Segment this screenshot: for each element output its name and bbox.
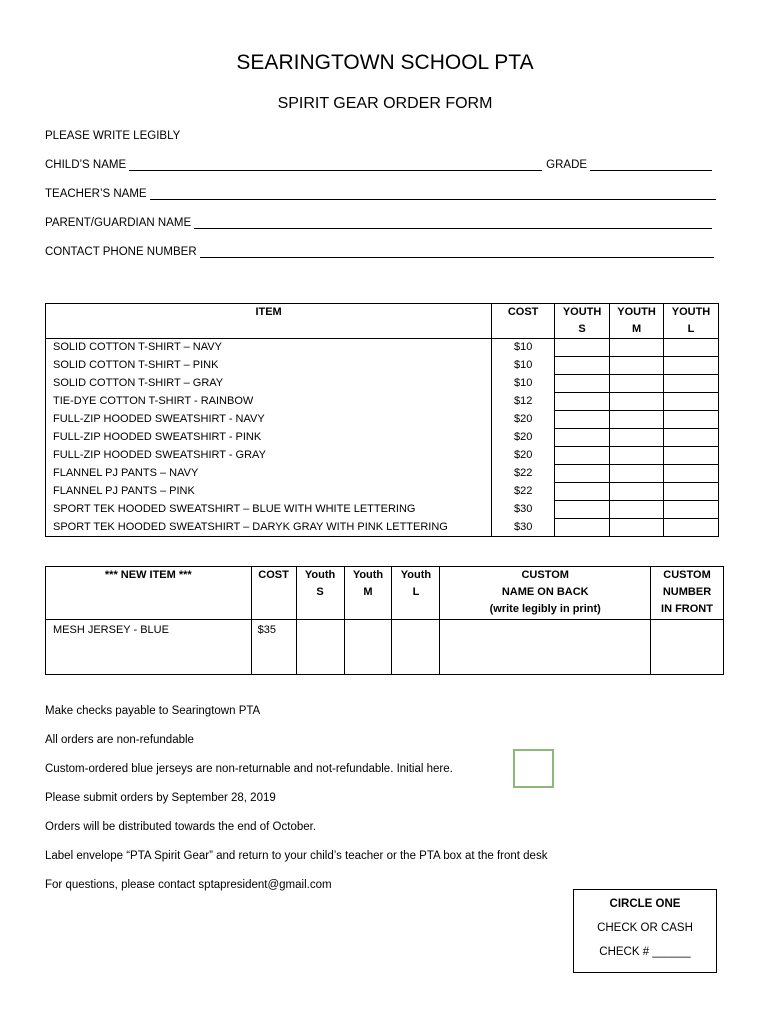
new-item-cost: $35 (251, 620, 296, 675)
child-name-label: CHILD’S NAME (45, 159, 127, 171)
item-name: FULL-ZIP HOODED SWEATSHIRT - PINK (46, 429, 492, 447)
form-title: SEARINGTOWN SCHOOL PTA (236, 51, 534, 74)
youth-m-qty[interactable] (610, 501, 664, 519)
distribution-note: Orders will be distributed towards the end of October. (45, 821, 317, 833)
parent-name-row (45, 217, 712, 229)
item-row (46, 339, 719, 357)
item-row (46, 357, 719, 375)
parent-name-label: PARENT/GUARDIAN NAME (45, 217, 192, 229)
youth-m-column-header: YOUTH M (610, 304, 664, 339)
youth-s-qty[interactable] (555, 483, 610, 501)
grade-label: GRADE (546, 159, 588, 171)
new-item-name: MESH JERSEY - BLUE (46, 620, 252, 675)
item-name: TIE-DYE COTTON T-SHIRT - RAINBOW (46, 393, 492, 411)
item-name: SPORT TEK HOODED SWEATSHIRT – DARYK GRAY WITH PINK LETTERING (46, 519, 492, 537)
item-cost: $20 (492, 429, 555, 447)
youth-m-qty[interactable] (610, 393, 664, 411)
grade-field[interactable] (590, 160, 712, 171)
item-row (46, 465, 719, 483)
item-row (46, 411, 719, 429)
new-item-column-header: *** NEW ITEM *** (46, 567, 252, 620)
new-item-youth-m-header: Youth M (344, 567, 392, 620)
youth-l-qty[interactable] (664, 375, 719, 393)
item-cost: $30 (492, 501, 555, 519)
item-cost: $10 (492, 375, 555, 393)
item-row (46, 393, 719, 411)
new-item-youth-l-qty[interactable] (392, 620, 440, 675)
item-name: SOLID COTTON T-SHIRT – PINK (46, 357, 492, 375)
youth-s-qty[interactable] (555, 465, 610, 483)
item-name: SPORT TEK HOODED SWEATSHIRT – BLUE WITH WHITE LETTERING (46, 501, 492, 519)
teacher-name-label: TEACHER’S NAME (45, 188, 147, 200)
item-cost: $22 (492, 483, 555, 501)
non-refundable-note: All orders are non-refundable (45, 734, 194, 746)
write-legibly-instruction: PLEASE WRITE LEGIBLY (45, 130, 181, 142)
youth-l-qty[interactable] (664, 411, 719, 429)
new-item-youth-m-qty[interactable] (344, 620, 392, 675)
custom-number-field[interactable] (651, 620, 724, 675)
parent-name-field[interactable] (194, 218, 712, 229)
youth-m-qty[interactable] (610, 465, 664, 483)
item-row (46, 375, 719, 393)
youth-s-qty[interactable] (555, 447, 610, 465)
new-item-row (46, 620, 724, 675)
teacher-name-row (45, 188, 716, 200)
youth-l-qty[interactable] (664, 501, 719, 519)
child-name-row (45, 159, 712, 171)
new-item-youth-s-qty[interactable] (296, 620, 344, 675)
phone-field[interactable] (200, 247, 714, 258)
item-cost: $30 (492, 519, 555, 537)
youth-s-qty[interactable] (555, 375, 610, 393)
youth-s-qty[interactable] (555, 339, 610, 357)
custom-jersey-note: Custom-ordered blue jerseys are non-returnable and not-refundable. Initial here. (45, 763, 453, 775)
youth-m-qty[interactable] (610, 519, 664, 537)
youth-m-qty[interactable] (610, 339, 664, 357)
item-cost: $22 (492, 465, 555, 483)
item-cost: $10 (492, 339, 555, 357)
teacher-name-field[interactable] (150, 189, 716, 200)
item-cost: $20 (492, 447, 555, 465)
check-number-field[interactable]: CHECK # ______ (599, 946, 691, 958)
item-cost: $12 (492, 393, 555, 411)
items-table (45, 303, 719, 537)
new-item-cost-header: COST (251, 567, 296, 620)
youth-s-qty[interactable] (555, 501, 610, 519)
cost-column-header: COST (492, 304, 555, 339)
label-envelope-note: Label envelope “PTA Spirit Gear” and return to your child’s teacher or the PTA box at the front desk (45, 850, 548, 862)
youth-m-qty[interactable] (610, 411, 664, 429)
items-header-row (46, 304, 719, 339)
item-row (46, 447, 719, 465)
phone-row (45, 246, 714, 258)
child-name-field[interactable] (129, 160, 542, 171)
new-item-youth-l-header: Youth L (392, 567, 440, 620)
youth-s-qty[interactable] (555, 357, 610, 375)
new-item-table (45, 566, 724, 675)
youth-s-qty[interactable] (555, 393, 610, 411)
youth-m-qty[interactable] (610, 429, 664, 447)
item-row (46, 501, 719, 519)
item-name: FLANNEL PJ PANTS – NAVY (46, 465, 492, 483)
payment-method-box (573, 889, 717, 973)
youth-l-qty[interactable] (664, 519, 719, 537)
youth-m-qty[interactable] (610, 375, 664, 393)
youth-s-qty[interactable] (555, 411, 610, 429)
youth-l-column-header: YOUTH L (664, 304, 719, 339)
form-subtitle: SPIRIT GEAR ORDER FORM (277, 95, 493, 112)
youth-m-qty[interactable] (610, 447, 664, 465)
custom-name-field[interactable] (440, 620, 651, 675)
youth-s-qty[interactable] (555, 429, 610, 447)
custom-number-header: CUSTOM NUMBER IN FRONT (651, 567, 724, 620)
item-name: FLANNEL PJ PANTS – PINK (46, 483, 492, 501)
youth-l-qty[interactable] (664, 429, 719, 447)
youth-l-qty[interactable] (664, 339, 719, 357)
payment-options[interactable]: CHECK OR CASH (597, 922, 693, 934)
youth-l-qty[interactable] (664, 393, 719, 411)
item-cost: $20 (492, 411, 555, 429)
item-row (46, 519, 719, 537)
checks-payable-note: Make checks payable to Searingtown PTA (45, 705, 261, 717)
item-name: FULL-ZIP HOODED SWEATSHIRT - GRAY (46, 447, 492, 465)
youth-m-qty[interactable] (610, 483, 664, 501)
contact-note: For questions, please contact sptapresident@gmail.com (45, 879, 332, 891)
youth-l-qty[interactable] (664, 357, 719, 375)
phone-label: CONTACT PHONE NUMBER (45, 246, 197, 258)
item-row (46, 429, 719, 447)
deadline-note: Please submit orders by September 28, 2019 (45, 792, 276, 804)
circle-one-heading: CIRCLE ONE (609, 898, 681, 910)
youth-m-qty[interactable] (610, 357, 664, 375)
new-item-youth-s-header: Youth S (296, 567, 344, 620)
item-name: SOLID COTTON T-SHIRT – GRAY (46, 375, 492, 393)
item-name: FULL-ZIP HOODED SWEATSHIRT - NAVY (46, 411, 492, 429)
youth-l-qty[interactable] (664, 483, 719, 501)
youth-s-column-header: YOUTH S (555, 304, 610, 339)
item-cost: $10 (492, 357, 555, 375)
youth-s-qty[interactable] (555, 519, 610, 537)
initial-here-box[interactable] (513, 749, 554, 788)
item-row (46, 483, 719, 501)
item-name: SOLID COTTON T-SHIRT – NAVY (46, 339, 492, 357)
custom-name-header: CUSTOM NAME ON BACK (write legibly in print) (440, 567, 651, 620)
youth-l-qty[interactable] (664, 465, 719, 483)
new-item-header-row (46, 567, 724, 620)
youth-l-qty[interactable] (664, 447, 719, 465)
item-column-header: ITEM (46, 304, 492, 339)
